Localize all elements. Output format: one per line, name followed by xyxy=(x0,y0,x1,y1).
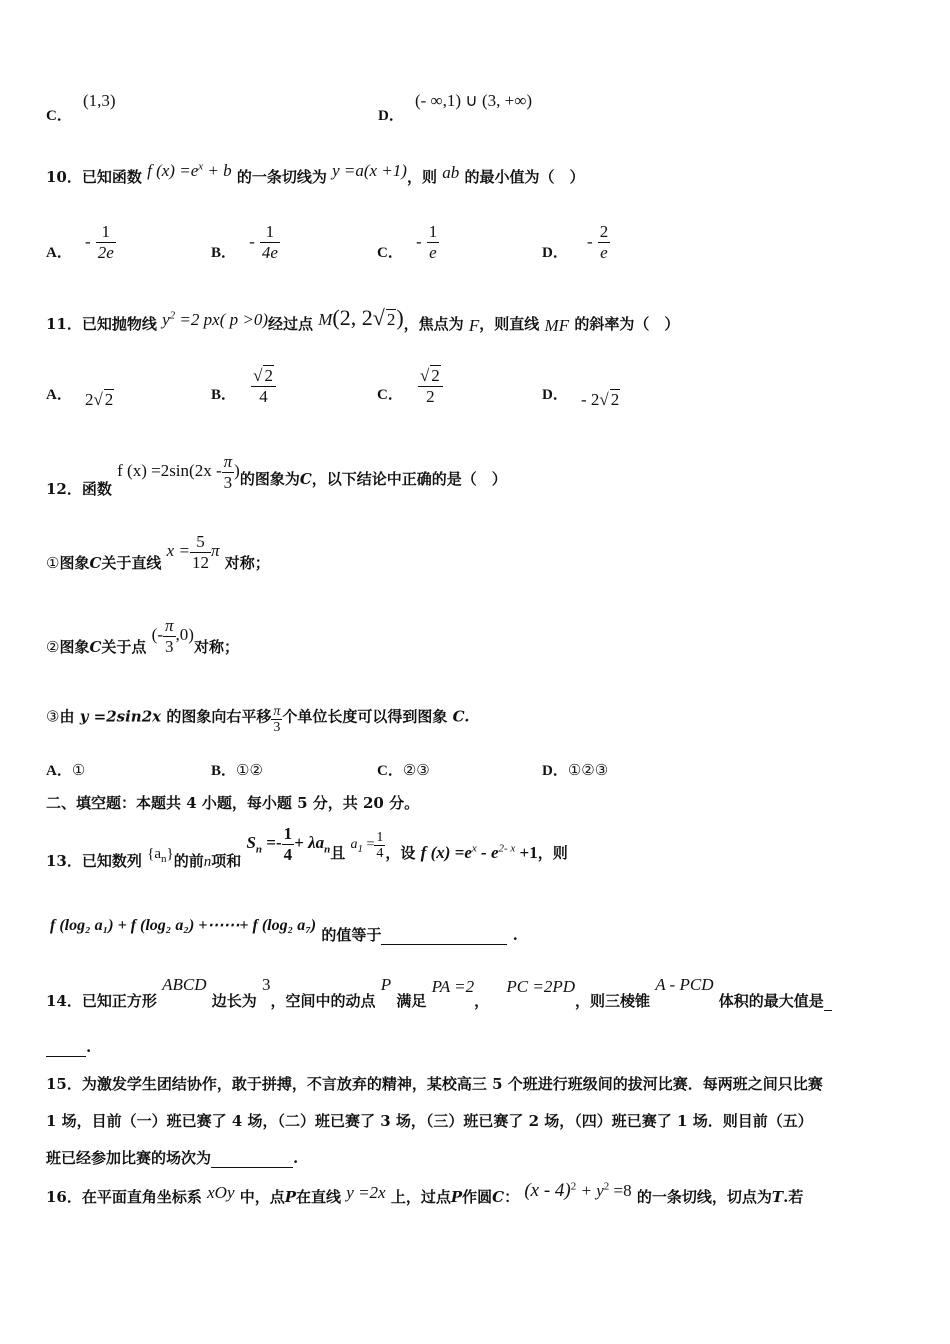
exponent: 2- x xyxy=(498,842,516,855)
question-text: 的斜率为（ ） xyxy=(574,315,680,333)
answer-blank[interactable] xyxy=(211,1149,293,1168)
subscript: n xyxy=(324,843,331,856)
section-heading: 二、填空题：本题共 4 小题，每小题 5 分，共 20 分。 xyxy=(46,794,420,812)
radicand: 2 xyxy=(610,390,620,409)
func-tail: + b xyxy=(207,161,232,180)
exponent: 2 xyxy=(603,1180,610,1193)
numerator: π xyxy=(223,452,233,471)
pyramid: A - PCD xyxy=(655,975,714,994)
question-text: 作圆 xyxy=(462,1188,493,1206)
question-text: . xyxy=(512,926,518,944)
subscript: 1 xyxy=(357,843,364,856)
denominator: 4 xyxy=(376,845,384,861)
var-n: n xyxy=(203,854,212,871)
question-text: 在平面直角坐标系 xyxy=(81,1188,202,1206)
circled-number: ③ xyxy=(46,707,60,726)
function-expression xyxy=(147,161,231,180)
fraction xyxy=(251,365,276,407)
numerator: 5 xyxy=(190,532,211,553)
fraction xyxy=(282,824,295,865)
coordinate-system: xOy xyxy=(207,1183,235,1202)
point-m xyxy=(318,305,404,330)
var-s: S xyxy=(246,833,256,853)
answer-blank[interactable] xyxy=(824,992,832,1011)
question-13 xyxy=(46,824,568,871)
question-text: ， xyxy=(474,992,490,1010)
fraction xyxy=(598,222,611,263)
func-base: f (x) =e xyxy=(147,161,199,180)
numerator: 2 xyxy=(599,222,609,241)
fraction xyxy=(427,222,440,263)
q11-option-a xyxy=(46,383,114,409)
pi: π xyxy=(210,541,220,561)
center-point xyxy=(151,616,194,656)
initial-term xyxy=(350,829,386,861)
option-label: A． xyxy=(46,387,72,403)
q10-option-c xyxy=(377,222,439,263)
option-label: B． xyxy=(211,386,237,403)
radicand: 2 xyxy=(104,390,114,409)
statement-text: 关于直线 xyxy=(101,554,162,573)
option-label: C． xyxy=(46,108,72,124)
fraction xyxy=(418,365,443,407)
circle-c: C xyxy=(492,1188,505,1206)
option-label: C． xyxy=(377,763,403,779)
option-value: ②③ xyxy=(402,763,430,779)
minus-sign: - xyxy=(249,232,255,251)
tangent-line: y =a(x +1) xyxy=(332,161,407,180)
radicand: 2 xyxy=(386,310,396,329)
denominator: 3 xyxy=(165,637,174,656)
statement-text: 关于点 xyxy=(101,638,147,657)
question-text: 项和 xyxy=(211,852,242,871)
circ-part-c: =8 xyxy=(613,1181,632,1200)
condition-pc: PC =2PD xyxy=(506,977,575,996)
statement-text: 图象 xyxy=(59,554,90,573)
denominator: 4 xyxy=(259,387,268,406)
question-text: 已知函数 xyxy=(81,168,142,186)
statement-text: 由 xyxy=(59,707,75,726)
point-coords: (2, 2√ 2) xyxy=(332,305,404,330)
point-open: (- xyxy=(151,625,163,645)
fraction xyxy=(271,704,282,735)
func-exp: x xyxy=(198,160,204,173)
denominator: 3 xyxy=(223,473,233,492)
graph-c: C xyxy=(89,638,102,657)
option-value: (1,3) xyxy=(82,91,116,110)
answer-blank[interactable] xyxy=(46,1038,86,1057)
question-text: ，以下结论中正确的是（ ） xyxy=(311,470,507,489)
point-close: ,0) xyxy=(175,625,194,645)
question-text: 在直线 xyxy=(296,1188,342,1206)
exponent: 2 xyxy=(570,1180,577,1193)
q13-sum-line xyxy=(50,914,518,944)
statement-3 xyxy=(46,702,470,733)
option-value: 2√ 2 xyxy=(84,390,114,409)
numerator: √ 2 xyxy=(251,365,276,387)
question-text: 且 xyxy=(330,844,346,863)
q9-option-d xyxy=(378,91,533,125)
question-text: 满足 xyxy=(396,992,427,1010)
question-number: 10． xyxy=(46,168,82,186)
lambda-term: + λa xyxy=(294,833,325,853)
axis-equation xyxy=(166,532,220,572)
question-text: 的一条切线，切点为 xyxy=(636,1188,772,1206)
coefficient: - 2 xyxy=(580,390,600,409)
denominator: 2e xyxy=(97,243,114,262)
equals-minus: =- xyxy=(266,833,282,853)
q12-option-d xyxy=(542,759,608,780)
option-label: D． xyxy=(542,387,568,403)
question-text: ，焦点为 xyxy=(403,315,464,333)
option-label: D． xyxy=(378,108,404,124)
question-number: 16． xyxy=(46,1188,82,1206)
q10-option-b xyxy=(211,222,280,263)
question-11 xyxy=(46,305,680,335)
question-text: ，则 xyxy=(537,844,568,863)
question-number: 13． xyxy=(46,852,82,871)
subscript: n xyxy=(160,853,167,866)
q12-option-a xyxy=(46,759,85,780)
func-mid: - e xyxy=(481,843,499,863)
point-p: P xyxy=(284,1188,297,1206)
sine-expression: y =2sin2x xyxy=(79,707,162,726)
question-text: ，则直线 xyxy=(479,315,540,333)
var-a: a xyxy=(350,837,358,853)
point-t: T xyxy=(771,1188,784,1206)
question-10 xyxy=(46,160,585,187)
graph-c: C xyxy=(299,470,312,489)
q11-option-c xyxy=(377,365,443,407)
question-text: ，则三棱锥 xyxy=(574,992,650,1010)
coord-open: (2, 2 xyxy=(332,305,373,330)
circ-part-a: (x - 4) xyxy=(524,1180,571,1201)
question-text: . xyxy=(86,1038,92,1056)
question-15-line-1: 15．为激发学生团结协作，敢于拼搏，不言放弃的精神，某校高三 5 个班进行班级间的拔河比赛．每两班之间只比赛 xyxy=(46,1075,823,1093)
question-text: ： xyxy=(504,1188,520,1206)
option-label: C． xyxy=(377,386,403,403)
question-text: 已知正方形 xyxy=(81,992,157,1010)
radicand: 2 xyxy=(431,366,440,385)
coefficient: 2 xyxy=(84,390,94,409)
line-equation: y =2x xyxy=(346,1183,386,1202)
statement-text: 的图象向右平移 xyxy=(166,707,272,726)
coord-close: ) xyxy=(396,305,404,330)
func-tail: +1 xyxy=(519,843,538,863)
denominator: 4e xyxy=(261,243,278,262)
equals: = xyxy=(366,837,375,853)
sum-formula xyxy=(246,824,331,864)
option-label: D． xyxy=(542,245,568,261)
q10-option-a xyxy=(46,222,116,263)
func-base: f (x) =e xyxy=(420,843,472,863)
question-text: 的一条切线为 xyxy=(236,168,327,186)
option-value: ① xyxy=(71,763,86,779)
question-15-line-2: 1 场，目前（一）班已赛了 4 场，（二）班已赛了 3 场，（三）班已赛了 2 场，（四）班已赛了 1 场．则目前（五） xyxy=(46,1112,813,1130)
q12-option-b xyxy=(211,759,263,780)
question-text: 中，点 xyxy=(239,1188,285,1206)
option-label: B． xyxy=(211,245,237,261)
denominator: 12 xyxy=(191,553,209,572)
radicand: 2 xyxy=(264,366,273,385)
statement-text: 图象 xyxy=(59,638,90,657)
option-value: - 2√ 2 xyxy=(580,390,620,409)
fraction xyxy=(374,830,385,861)
numerator: 1 xyxy=(428,222,438,241)
question-text: ，空间中的动点 xyxy=(270,992,376,1010)
point-p: P xyxy=(380,975,392,994)
numerator: √ 2 xyxy=(418,365,443,387)
q14-blank-line xyxy=(46,1038,91,1057)
option-label: D． xyxy=(542,763,568,779)
q9-option-c xyxy=(46,91,116,125)
denominator: 3 xyxy=(273,720,281,735)
point-p: P xyxy=(450,1188,463,1206)
point-label: M xyxy=(318,310,333,329)
circle-equation xyxy=(524,1181,631,1200)
fraction xyxy=(260,222,280,263)
graph-c: C xyxy=(89,554,102,573)
focus-label: F xyxy=(468,316,480,335)
question-text: 的最小值为（ ） xyxy=(464,168,585,186)
q12-option-c xyxy=(377,759,430,780)
q10-option-d xyxy=(542,222,610,263)
line-mf: MF xyxy=(544,316,570,335)
question-14 xyxy=(46,974,832,1010)
var-y: y xyxy=(162,310,170,329)
question-text: 边长为 xyxy=(211,992,257,1010)
option-label: C． xyxy=(377,245,403,261)
axis-x: x = xyxy=(166,541,190,561)
answer-blank[interactable] xyxy=(381,926,507,945)
circ-part-b: + y xyxy=(580,1181,604,1200)
numerator: 1 xyxy=(96,222,116,243)
statement-text: 对称； xyxy=(224,554,270,573)
statement-text: 个单位长度可以得到图象 xyxy=(282,707,448,726)
numerator: 1 xyxy=(376,829,384,845)
side-length: 3 xyxy=(262,975,271,994)
minus-sign: - xyxy=(84,232,91,251)
subscript: n xyxy=(255,843,263,856)
q11-option-d xyxy=(542,383,620,409)
numerator: π xyxy=(165,616,174,635)
question-text: 已知数列 xyxy=(81,852,142,871)
minus-sign: - xyxy=(415,232,422,251)
statement-1 xyxy=(46,532,270,573)
option-value: ①② xyxy=(236,763,263,779)
option-value: ①②③ xyxy=(567,763,609,779)
question-number: 11． xyxy=(46,315,82,333)
question-text: 函数 xyxy=(81,480,112,499)
exponent: 2 xyxy=(169,309,176,322)
condition: ( p >0) xyxy=(219,310,268,329)
question-text: 体积的最大值是 xyxy=(718,992,824,1010)
func-right: ) xyxy=(234,461,240,481)
function-definition xyxy=(421,843,538,862)
option-label: A． xyxy=(46,763,72,779)
fraction xyxy=(96,222,116,263)
circled-number: ② xyxy=(46,638,60,657)
ab-expression: ab xyxy=(442,163,460,182)
question-text: ，则 xyxy=(406,168,437,186)
seq-close: } xyxy=(166,846,174,863)
question-text: 上，过点 xyxy=(390,1188,451,1206)
minus-sign: - xyxy=(586,232,593,251)
statement-2 xyxy=(46,616,239,657)
exponent: x xyxy=(471,842,477,855)
question-16 xyxy=(46,1180,804,1208)
question-text: 经过点 xyxy=(268,315,314,333)
numerator: 1 xyxy=(283,824,293,843)
denominator: e xyxy=(429,243,437,262)
eq-rhs: =2 px xyxy=(179,310,220,329)
seq-open: {a xyxy=(147,846,161,863)
fraction xyxy=(163,616,176,657)
circled-number: ① xyxy=(46,554,60,573)
question-text: .若 xyxy=(783,1188,804,1206)
option-value: (- ∞,1) ∪ (3, +∞) xyxy=(414,91,533,110)
function-expression xyxy=(117,452,240,492)
denominator: 2 xyxy=(426,387,435,406)
question-text: 的前 xyxy=(173,852,204,871)
numerator: 1 xyxy=(260,222,280,243)
condition-pa: PA =2 xyxy=(431,977,475,996)
question-text: 已知抛物线 xyxy=(81,315,157,333)
sequence-symbol xyxy=(147,846,174,866)
q11-option-b xyxy=(211,365,276,407)
question-text: 的图象为 xyxy=(239,470,300,489)
square-abcd: ABCD xyxy=(162,975,207,994)
numerator: π xyxy=(273,704,281,719)
denominator: e xyxy=(600,243,608,262)
question-number: 12． xyxy=(46,480,82,499)
func-left: f (x) =2sin(2x - xyxy=(117,461,222,481)
option-label: A． xyxy=(46,245,72,261)
question-text: 班已经参加比赛的场次为 xyxy=(46,1149,212,1167)
question-text: ，设 xyxy=(385,844,416,863)
question-12 xyxy=(46,452,507,499)
fraction xyxy=(190,532,211,573)
parabola-equation xyxy=(162,310,268,329)
denominator: 4 xyxy=(283,845,293,864)
fraction xyxy=(222,452,235,493)
statement-text: 对称； xyxy=(193,638,239,657)
graph-c: C. xyxy=(452,707,470,726)
question-number: 14． xyxy=(46,992,82,1010)
question-text: 的值等于 xyxy=(321,926,382,944)
option-label: B． xyxy=(211,763,237,779)
question-15-line-3 xyxy=(46,1147,298,1168)
sum-expression: f (log₂ a₁) + f (log₂ a₂) +⋯⋯+ f (log₂ a₇) xyxy=(50,917,317,934)
question-text: . xyxy=(293,1149,299,1167)
